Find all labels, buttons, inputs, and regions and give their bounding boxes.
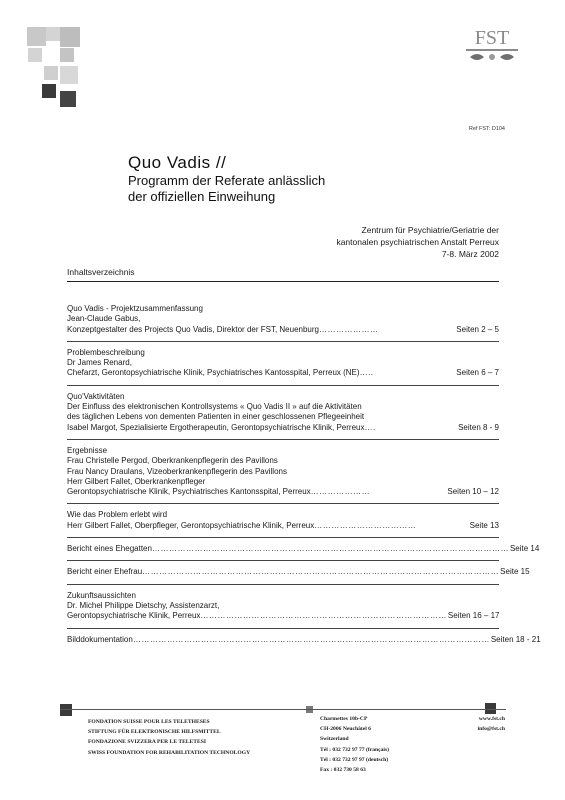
toc-entry-text: Gerontopsychiatrische Klinik, Perreux xyxy=(67,611,201,621)
venue-line-1: Zentrum für Psychiatrie/Geriatrie der xyxy=(361,225,499,235)
toc-text-line: Ergebnisse xyxy=(67,445,108,455)
toc-text-line: Der Einfluss des elektronischen Kontrollsystems « Quo Vadis II » auf die Aktivitäten xyxy=(67,402,362,412)
footer-foundation-de: STIFTUNG FÜR ELEKTRONISCHE HILFSMITTEL xyxy=(88,729,221,736)
toc-entry-text: Chefarzt, Gerontopsychiatrische Klinik, Psychiatrisches Kantosspital, Perreux (NE) xyxy=(67,368,360,378)
mosaic-square xyxy=(27,27,46,46)
toc-dot-leader: ….. xyxy=(359,368,374,378)
toc-page-ref: Seite 13 xyxy=(469,520,499,530)
footer-foundation-en: SWISS FOUNDATION FOR REHABILITATION TECHNOLOGY xyxy=(88,749,251,756)
venue-block xyxy=(336,224,499,260)
footer-country: Switzerland xyxy=(320,736,349,743)
toc-section xyxy=(67,634,541,651)
toc-dot-leader: ………………… xyxy=(310,487,371,497)
toc-text-line: Wie das Problem erlebt wird xyxy=(67,510,168,520)
toc-heading: Inhaltsverzeichnis xyxy=(67,267,135,277)
footer-street: Charmettes 10b-CP xyxy=(320,716,368,722)
toc-leader-line xyxy=(67,368,499,378)
toc-text-line: des täglichen Lebens von dementen Patienten in einer geschlossenen Pflegeeinheit xyxy=(67,412,365,422)
toc-section xyxy=(67,567,530,584)
mosaic-square xyxy=(28,48,42,62)
toc-page-ref: Seiten 6 – 7 xyxy=(456,368,499,378)
toc-page-ref: Seiten 16 – 17 xyxy=(447,611,500,621)
toc-dot-leader: ……………………………………………………………………………………………………………… xyxy=(142,567,500,577)
toc-page-ref: Seiten 8 - 9 xyxy=(458,422,499,432)
toc-leader-line xyxy=(67,567,530,577)
toc-section xyxy=(67,591,499,629)
footer-divider xyxy=(60,709,506,710)
venue-date: 7-8. März 2002 xyxy=(441,249,499,259)
toc-text-line: Quo Vadis - Projektzusammenfassung xyxy=(67,304,203,313)
toc-text-line: Zukunftsaussichten xyxy=(67,590,136,600)
footer-phone-de: Tél : 032 732 97 97 (deutsch) xyxy=(320,756,389,763)
toc-entry-text: Gerontopsychiatrische Klinik, Psychiatrisches Kantonsspital, Perreux xyxy=(67,487,311,497)
toc-page-ref: Seiten 10 – 12 xyxy=(447,487,499,497)
footer-address xyxy=(320,714,389,775)
fst-logo-text: FST xyxy=(474,27,510,49)
toc-entry-text: Herr Gilbert Fallet, Oberpfleger, Gerontopsychiatrische Klinik, Perreux xyxy=(67,520,315,530)
toc-text-line: Dr James Renard, xyxy=(67,358,132,368)
toc-entry-text: Konzeptgestalter des Projects Quo Vadis, Direktor der FST, Neuenburg xyxy=(67,324,319,334)
toc-text-line: Problembeschreibung xyxy=(67,347,145,357)
toc-text-line: Frau Nancy Draulans, Vizeoberkrankenpflegerin des Pavillons xyxy=(67,466,287,476)
title-line-2: der offiziellen Einweihung xyxy=(128,189,276,204)
footer-foundation-names xyxy=(88,717,250,758)
footer-contact xyxy=(478,714,505,734)
toc-dot-leader: ………………… xyxy=(318,324,379,334)
footer-city: CH-2006 Neuchâtel 6 xyxy=(320,726,371,733)
toc-dot-leader: ……………………………………………………………………………………………………………… xyxy=(132,634,490,644)
footer-phone-fr: Tél : 032 732 97 77 (français) xyxy=(320,746,389,753)
toc-leader-line xyxy=(67,634,541,645)
footer-email: info@fst.ch xyxy=(477,726,505,733)
toc-dot-leader: …………………………………………………………………………… xyxy=(200,611,447,621)
mosaic-square xyxy=(44,66,58,80)
footer-fax: Fax : 032 730 58 63 xyxy=(320,767,366,774)
toc-divider xyxy=(67,281,499,282)
mosaic-square xyxy=(60,91,76,107)
mosaic-square xyxy=(60,48,74,62)
toc-section xyxy=(67,392,499,440)
mosaic-square xyxy=(42,84,56,98)
footer-website: www.fst.ch xyxy=(478,716,505,722)
toc-text-line: Jean-Claude Gabus, xyxy=(67,314,141,324)
toc-leader-line xyxy=(67,611,499,621)
toc-section xyxy=(67,446,499,504)
toc-entry-text: Bericht einer Ehefrau xyxy=(67,567,143,577)
footer-foundation-it: FONDAZIONE SVIZZERA PER LE TELETESI xyxy=(88,739,207,746)
toc-entry-text: Isabel Margot, Spezialisierte Ergotherapeutin, Gerontopsychiatrische Klinik, Perreux xyxy=(67,422,365,432)
toc-leader-line xyxy=(67,487,499,497)
mosaic-square xyxy=(60,66,78,84)
fst-logo xyxy=(462,27,522,67)
title-main: Quo Vadis // xyxy=(128,153,227,172)
toc-section xyxy=(67,544,540,561)
toc-page-ref: Seite 14 xyxy=(509,544,540,554)
toc-leader-line xyxy=(67,423,499,433)
toc-dot-leader: ……………………………… xyxy=(314,520,417,530)
mosaic-square xyxy=(60,27,80,47)
toc-leader-line xyxy=(67,325,499,335)
mosaic-square xyxy=(46,27,60,41)
toc-page-ref: Seite 15 xyxy=(500,567,530,577)
toc-entry-text: Bericht eines Ehegatten xyxy=(67,544,152,554)
toc-text-line: Frau Christelle Pergod, Oberkrankenpflegerin des Pavillons xyxy=(67,456,278,466)
toc-entry-text: Bilddokumentation xyxy=(67,634,133,644)
toc-text-line: Dr. Michel Philippe Dietschy, Assistenzarzt, xyxy=(67,600,220,610)
footer-foundation-fr: FONDATION SUISSE POUR LES TELETHESES xyxy=(88,719,210,725)
toc-text-line: Quo'Vaktivitäten xyxy=(67,391,125,401)
toc-leader-line xyxy=(67,521,499,531)
toc-leader-line xyxy=(67,544,540,554)
reference-number: Ref FST: D104 xyxy=(468,126,505,132)
venue-line-2: kantonalen psychiatrischen Anstalt Perreux xyxy=(336,237,499,247)
toc-section xyxy=(67,304,499,342)
footer-square-left xyxy=(60,704,72,716)
table-of-contents xyxy=(67,304,541,657)
toc-section xyxy=(67,510,499,538)
toc-dot-leader: …. xyxy=(364,422,376,432)
document-title xyxy=(128,153,325,205)
title-line-1: Programm der Referate anlässlich xyxy=(128,173,326,188)
toc-section xyxy=(67,348,499,386)
toc-page-ref: Seiten 18 - 21 xyxy=(490,634,541,644)
toc-text-line: Herr Gilbert Fallet, Oberkrankenpfleger xyxy=(67,476,206,486)
toc-page-ref: Seiten 2 – 5 xyxy=(456,324,499,334)
toc-dot-leader: ……………………………………………………………………………………………………………… xyxy=(151,544,509,554)
